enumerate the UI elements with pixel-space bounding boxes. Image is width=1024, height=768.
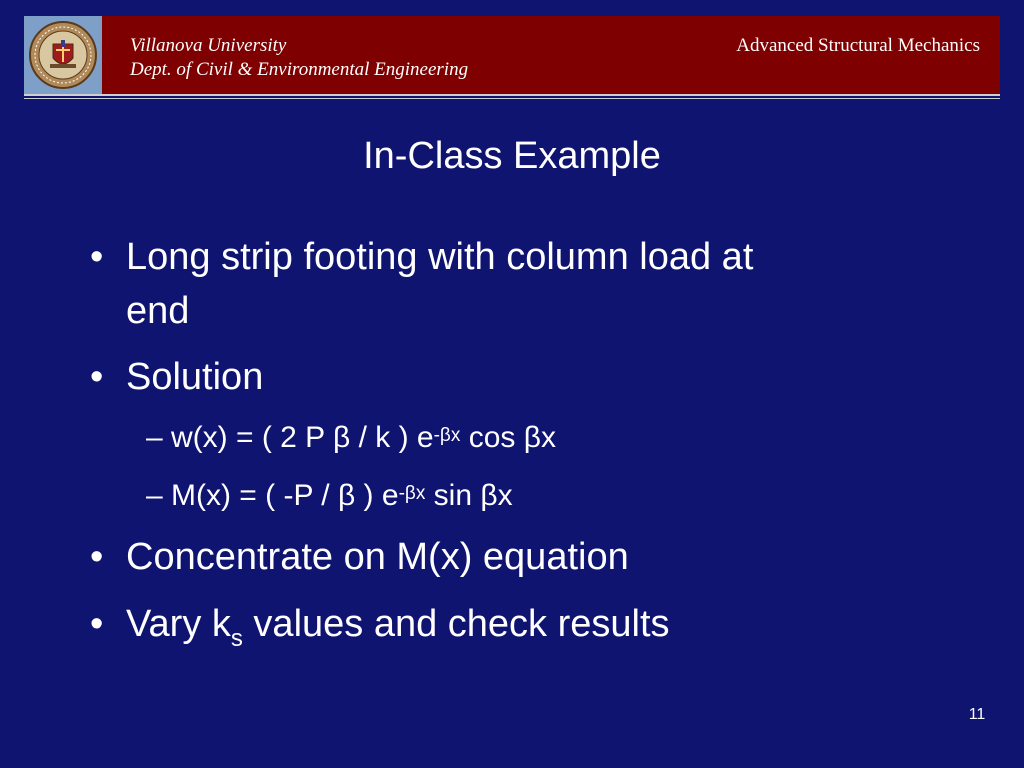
bullet-dot: • xyxy=(90,356,104,398)
bullet-dot: • xyxy=(90,536,104,578)
header-university-block xyxy=(130,34,468,82)
sub-bullet-dash: – xyxy=(146,421,163,454)
slide-header xyxy=(24,16,1000,94)
university-name: Villanova University xyxy=(130,35,287,56)
bullet-text: Concentrate on M(x) equation xyxy=(126,536,629,578)
bullet-text: Vary $k_s$ values and check results xyxy=(126,603,670,652)
slide-title: In-Class Example xyxy=(363,135,661,177)
header-divider-thin xyxy=(24,98,1000,99)
bullet-dot: • xyxy=(90,603,104,645)
deflection-equation: w(x) = ( 2 P β / k ) $e^{-\beta x}$ cos βx xyxy=(171,421,556,454)
villanova-seal-icon xyxy=(28,20,98,90)
department-name: Dept. of Civil & Environmental Engineering xyxy=(130,59,469,80)
header-divider-thick xyxy=(24,94,1000,96)
course-title: Advanced Structural Mechanics xyxy=(736,35,980,56)
sub-bullet-dash: – xyxy=(146,479,163,512)
seal-box xyxy=(24,16,102,94)
bullet-text: Solution xyxy=(126,356,264,398)
moment-equation: M(x) = ( -P / β ) $e^{-\beta x}$ sin βx xyxy=(171,479,513,512)
page-number: 11 xyxy=(968,706,986,723)
bullet-dot: • xyxy=(90,236,104,278)
bullet-text: Long strip footing with column load at end xyxy=(126,236,754,332)
